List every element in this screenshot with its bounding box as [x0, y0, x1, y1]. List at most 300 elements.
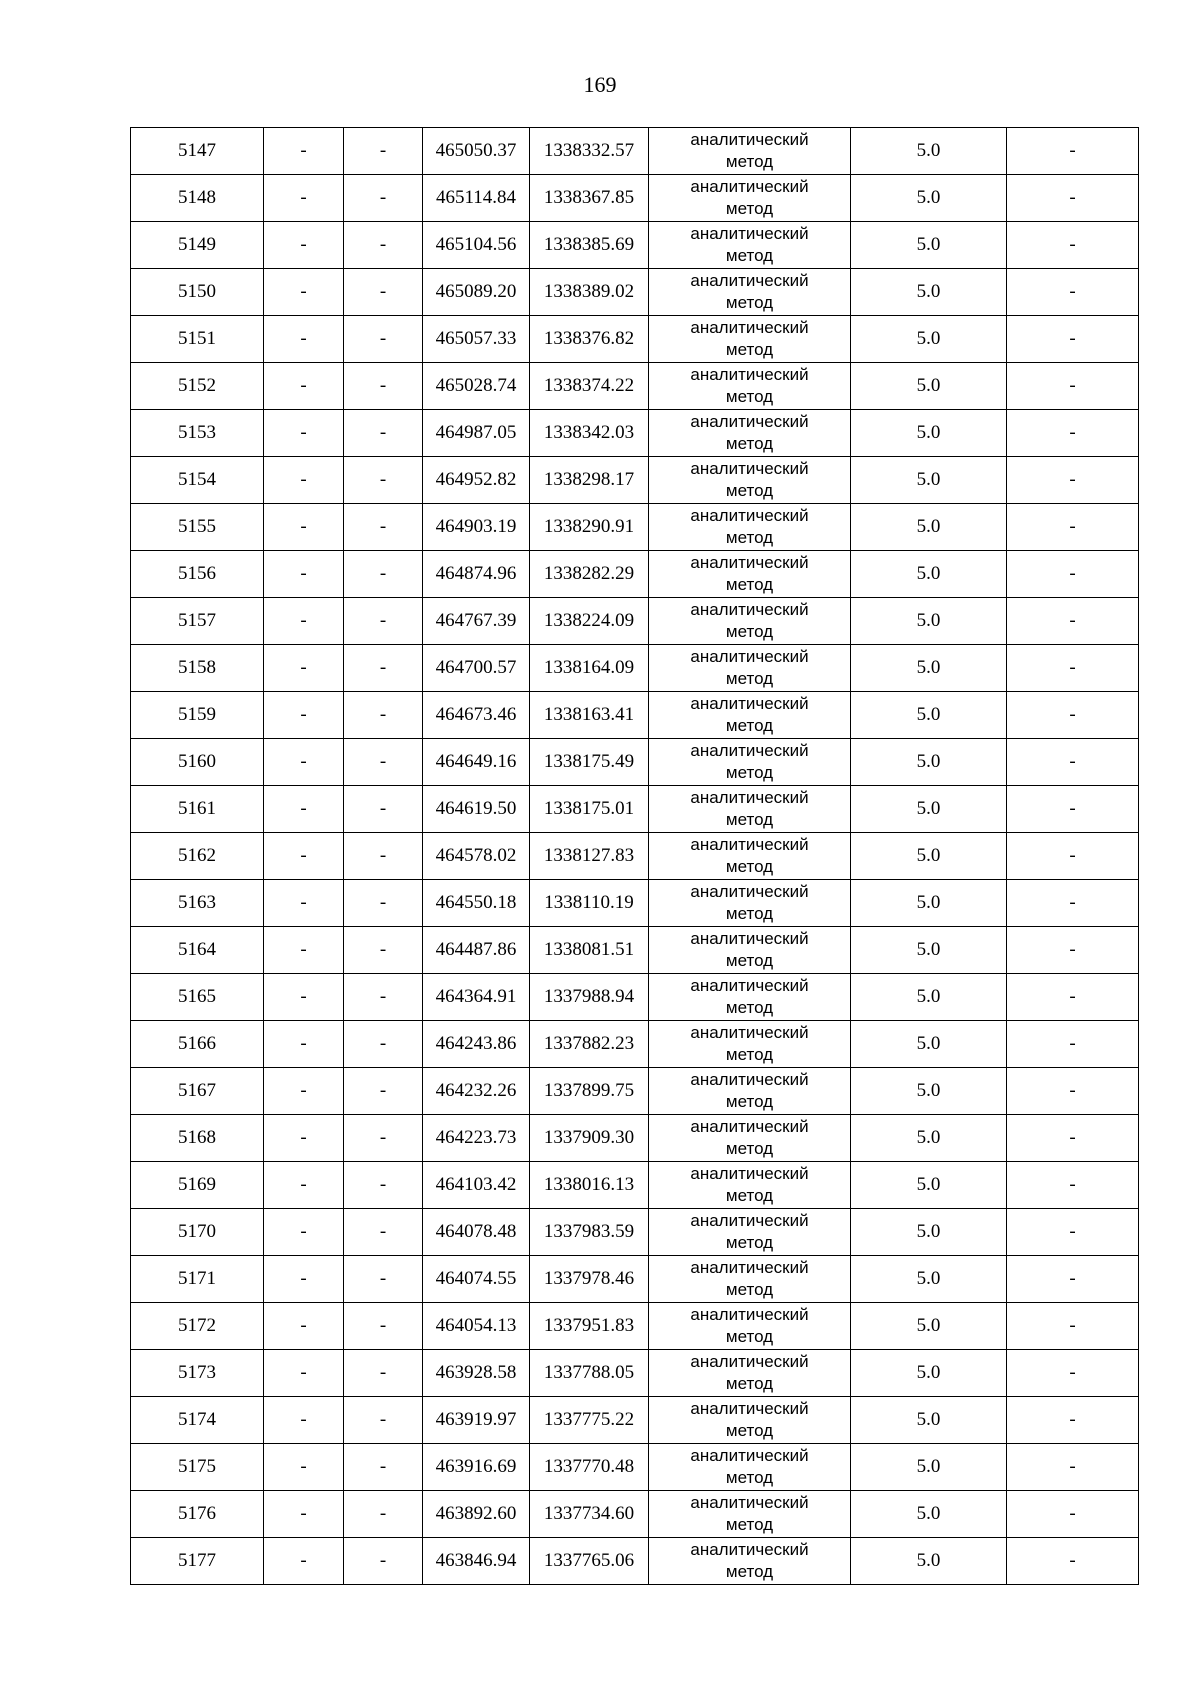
y-coordinate-cell: 1338110.19 [530, 880, 649, 927]
point-number-cell: 5166 [131, 1021, 264, 1068]
point-number-cell: 5151 [131, 316, 264, 363]
y-coordinate-cell: 1338081.51 [530, 927, 649, 974]
accuracy-cell: 5.0 [851, 786, 1007, 833]
table-row [131, 786, 1139, 833]
point-number-cell: 5157 [131, 598, 264, 645]
empty-column-2-cell: - [344, 457, 423, 504]
y-coordinate-cell: 1337978.46 [530, 1256, 649, 1303]
accuracy-cell: 5.0 [851, 551, 1007, 598]
table-row [131, 974, 1139, 1021]
empty-column-2-cell: - [344, 1256, 423, 1303]
empty-column-1-cell: - [264, 1256, 344, 1303]
method-line: метод [725, 1139, 774, 1158]
empty-column-2-cell: - [344, 645, 423, 692]
x-coordinate-cell: 465114.84 [423, 175, 530, 222]
note-cell: - [1007, 645, 1139, 692]
y-coordinate-cell: 1338367.85 [530, 175, 649, 222]
point-number-cell: 5153 [131, 410, 264, 457]
accuracy-cell: 5.0 [851, 1209, 1007, 1256]
accuracy-cell: 5.0 [851, 1350, 1007, 1397]
empty-column-2-cell: - [344, 598, 423, 645]
method-line: метод [725, 810, 774, 829]
method-line: метод [725, 998, 774, 1017]
note-cell: - [1007, 974, 1139, 1021]
table-body [131, 128, 1139, 1585]
method-line: аналитический [690, 694, 809, 713]
x-coordinate-cell: 464364.91 [423, 974, 530, 1021]
method-line: метод [725, 434, 774, 453]
method-line: метод [725, 1515, 774, 1534]
y-coordinate-cell: 1337770.48 [530, 1444, 649, 1491]
empty-column-1-cell: - [264, 1115, 344, 1162]
method-cell [649, 410, 851, 457]
empty-column-2-cell: - [344, 269, 423, 316]
accuracy-cell: 5.0 [851, 1491, 1007, 1538]
method-cell [649, 598, 851, 645]
point-number-cell: 5174 [131, 1397, 264, 1444]
y-coordinate-cell: 1337765.06 [530, 1538, 649, 1585]
method-line: метод [725, 763, 774, 782]
empty-column-1-cell: - [264, 692, 344, 739]
point-number-cell: 5148 [131, 175, 264, 222]
accuracy-cell: 5.0 [851, 504, 1007, 551]
empty-column-1-cell: - [264, 645, 344, 692]
table-row [131, 1350, 1139, 1397]
note-cell: - [1007, 1350, 1139, 1397]
y-coordinate-cell: 1337988.94 [530, 974, 649, 1021]
accuracy-cell: 5.0 [851, 1538, 1007, 1585]
empty-column-2-cell: - [344, 692, 423, 739]
empty-column-1-cell: - [264, 1021, 344, 1068]
method-line: аналитический [690, 835, 809, 854]
method-line: аналитический [690, 318, 809, 337]
note-cell: - [1007, 880, 1139, 927]
table-row [131, 692, 1139, 739]
method-line: аналитический [690, 506, 809, 525]
method-cell [649, 1162, 851, 1209]
method-line: аналитический [690, 882, 809, 901]
empty-column-1-cell: - [264, 551, 344, 598]
x-coordinate-cell: 464103.42 [423, 1162, 530, 1209]
note-cell: - [1007, 1444, 1139, 1491]
method-line: аналитический [690, 177, 809, 196]
empty-column-2-cell: - [344, 786, 423, 833]
note-cell: - [1007, 598, 1139, 645]
table-row [131, 222, 1139, 269]
table-row [131, 410, 1139, 457]
method-cell [649, 1115, 851, 1162]
point-number-cell: 5164 [131, 927, 264, 974]
table-row [131, 645, 1139, 692]
note-cell: - [1007, 833, 1139, 880]
table-row [131, 1256, 1139, 1303]
accuracy-cell: 5.0 [851, 128, 1007, 175]
accuracy-cell: 5.0 [851, 363, 1007, 410]
table-row [131, 551, 1139, 598]
point-number-cell: 5176 [131, 1491, 264, 1538]
x-coordinate-cell: 464078.48 [423, 1209, 530, 1256]
method-line: метод [725, 528, 774, 547]
accuracy-cell: 5.0 [851, 927, 1007, 974]
empty-column-1-cell: - [264, 880, 344, 927]
x-coordinate-cell: 465028.74 [423, 363, 530, 410]
empty-column-2-cell: - [344, 1162, 423, 1209]
table-row [131, 927, 1139, 974]
empty-column-2-cell: - [344, 739, 423, 786]
accuracy-cell: 5.0 [851, 1397, 1007, 1444]
empty-column-2-cell: - [344, 222, 423, 269]
x-coordinate-cell: 463916.69 [423, 1444, 530, 1491]
accuracy-cell: 5.0 [851, 1256, 1007, 1303]
method-cell [649, 1444, 851, 1491]
method-line: аналитический [690, 1164, 809, 1183]
empty-column-1-cell: - [264, 1209, 344, 1256]
x-coordinate-cell: 464054.13 [423, 1303, 530, 1350]
note-cell: - [1007, 457, 1139, 504]
table-row [131, 833, 1139, 880]
method-cell [649, 1538, 851, 1585]
method-line: метод [725, 669, 774, 688]
note-cell: - [1007, 1303, 1139, 1350]
method-line: метод [725, 1327, 774, 1346]
empty-column-2-cell: - [344, 1397, 423, 1444]
point-number-cell: 5160 [131, 739, 264, 786]
method-line: аналитический [690, 600, 809, 619]
empty-column-1-cell: - [264, 1397, 344, 1444]
accuracy-cell: 5.0 [851, 1444, 1007, 1491]
point-number-cell: 5171 [131, 1256, 264, 1303]
empty-column-2-cell: - [344, 1444, 423, 1491]
table-row [131, 598, 1139, 645]
y-coordinate-cell: 1337951.83 [530, 1303, 649, 1350]
method-line: аналитический [690, 788, 809, 807]
accuracy-cell: 5.0 [851, 1068, 1007, 1115]
method-line: метод [725, 293, 774, 312]
note-cell: - [1007, 692, 1139, 739]
method-line: метод [725, 1280, 774, 1299]
note-cell: - [1007, 504, 1139, 551]
method-line: метод [725, 387, 774, 406]
method-line: аналитический [690, 647, 809, 666]
method-line: метод [725, 951, 774, 970]
y-coordinate-cell: 1338127.83 [530, 833, 649, 880]
empty-column-2-cell: - [344, 974, 423, 1021]
table-row [131, 739, 1139, 786]
method-line: аналитический [690, 271, 809, 290]
method-cell [649, 316, 851, 363]
accuracy-cell: 5.0 [851, 457, 1007, 504]
accuracy-cell: 5.0 [851, 316, 1007, 363]
method-line: метод [725, 1562, 774, 1581]
y-coordinate-cell: 1338163.41 [530, 692, 649, 739]
method-line: аналитический [690, 412, 809, 431]
method-line: метод [725, 622, 774, 641]
point-number-cell: 5169 [131, 1162, 264, 1209]
method-line: метод [725, 857, 774, 876]
table-row [131, 1444, 1139, 1491]
empty-column-1-cell: - [264, 1538, 344, 1585]
x-coordinate-cell: 464619.50 [423, 786, 530, 833]
empty-column-2-cell: - [344, 551, 423, 598]
table-row [131, 880, 1139, 927]
note-cell: - [1007, 222, 1139, 269]
point-number-cell: 5170 [131, 1209, 264, 1256]
method-cell [649, 269, 851, 316]
empty-column-2-cell: - [344, 316, 423, 363]
accuracy-cell: 5.0 [851, 692, 1007, 739]
empty-column-2-cell: - [344, 1021, 423, 1068]
empty-column-2-cell: - [344, 363, 423, 410]
note-cell: - [1007, 410, 1139, 457]
y-coordinate-cell: 1337983.59 [530, 1209, 649, 1256]
x-coordinate-cell: 464649.16 [423, 739, 530, 786]
note-cell: - [1007, 1021, 1139, 1068]
x-coordinate-cell: 464487.86 [423, 927, 530, 974]
y-coordinate-cell: 1338016.13 [530, 1162, 649, 1209]
table-row [131, 1115, 1139, 1162]
empty-column-2-cell: - [344, 504, 423, 551]
empty-column-1-cell: - [264, 363, 344, 410]
method-line: аналитический [690, 1258, 809, 1277]
table-row [131, 1021, 1139, 1068]
method-cell [649, 1021, 851, 1068]
method-line: метод [725, 1186, 774, 1205]
method-line: метод [725, 152, 774, 171]
empty-column-1-cell: - [264, 175, 344, 222]
empty-column-1-cell: - [264, 410, 344, 457]
method-line: метод [725, 575, 774, 594]
accuracy-cell: 5.0 [851, 1303, 1007, 1350]
note-cell: - [1007, 1115, 1139, 1162]
table-row [131, 175, 1139, 222]
method-cell [649, 927, 851, 974]
empty-column-2-cell: - [344, 833, 423, 880]
x-coordinate-cell: 465089.20 [423, 269, 530, 316]
empty-column-2-cell: - [344, 1538, 423, 1585]
empty-column-1-cell: - [264, 269, 344, 316]
y-coordinate-cell: 1338175.01 [530, 786, 649, 833]
empty-column-1-cell: - [264, 1491, 344, 1538]
point-number-cell: 5156 [131, 551, 264, 598]
point-number-cell: 5168 [131, 1115, 264, 1162]
method-line: аналитический [690, 1446, 809, 1465]
accuracy-cell: 5.0 [851, 880, 1007, 927]
point-number-cell: 5162 [131, 833, 264, 880]
x-coordinate-cell: 464767.39 [423, 598, 530, 645]
y-coordinate-cell: 1337882.23 [530, 1021, 649, 1068]
x-coordinate-cell: 464874.96 [423, 551, 530, 598]
accuracy-cell: 5.0 [851, 1162, 1007, 1209]
point-number-cell: 5161 [131, 786, 264, 833]
method-cell [649, 833, 851, 880]
empty-column-1-cell: - [264, 128, 344, 175]
y-coordinate-cell: 1338164.09 [530, 645, 649, 692]
method-cell [649, 457, 851, 504]
method-line: аналитический [690, 365, 809, 384]
empty-column-1-cell: - [264, 222, 344, 269]
empty-column-1-cell: - [264, 833, 344, 880]
table-row [131, 1303, 1139, 1350]
method-line: метод [725, 340, 774, 359]
method-line: аналитический [690, 1211, 809, 1230]
x-coordinate-cell: 464987.05 [423, 410, 530, 457]
empty-column-1-cell: - [264, 1303, 344, 1350]
x-coordinate-cell: 465057.33 [423, 316, 530, 363]
method-cell [649, 363, 851, 410]
method-line: аналитический [690, 741, 809, 760]
note-cell: - [1007, 551, 1139, 598]
empty-column-1-cell: - [264, 786, 344, 833]
empty-column-1-cell: - [264, 927, 344, 974]
method-cell [649, 1068, 851, 1115]
point-number-cell: 5167 [131, 1068, 264, 1115]
method-line: метод [725, 1374, 774, 1393]
empty-column-1-cell: - [264, 1068, 344, 1115]
point-number-cell: 5172 [131, 1303, 264, 1350]
point-number-cell: 5175 [131, 1444, 264, 1491]
y-coordinate-cell: 1338332.57 [530, 128, 649, 175]
method-line: метод [725, 1233, 774, 1252]
method-line: аналитический [690, 1352, 809, 1371]
point-number-cell: 5149 [131, 222, 264, 269]
empty-column-1-cell: - [264, 457, 344, 504]
method-line: метод [725, 716, 774, 735]
y-coordinate-cell: 1338376.82 [530, 316, 649, 363]
point-number-cell: 5150 [131, 269, 264, 316]
table-row [131, 457, 1139, 504]
point-number-cell: 5177 [131, 1538, 264, 1585]
x-coordinate-cell: 464578.02 [423, 833, 530, 880]
method-cell [649, 128, 851, 175]
table-row [131, 504, 1139, 551]
empty-column-2-cell: - [344, 128, 423, 175]
method-line: аналитический [690, 929, 809, 948]
accuracy-cell: 5.0 [851, 739, 1007, 786]
method-line: аналитический [690, 1117, 809, 1136]
point-number-cell: 5165 [131, 974, 264, 1021]
method-line: аналитический [690, 130, 809, 149]
note-cell: - [1007, 1256, 1139, 1303]
note-cell: - [1007, 269, 1139, 316]
note-cell: - [1007, 1162, 1139, 1209]
method-line: метод [725, 1045, 774, 1064]
y-coordinate-cell: 1338298.17 [530, 457, 649, 504]
y-coordinate-cell: 1338374.22 [530, 363, 649, 410]
x-coordinate-cell: 464243.86 [423, 1021, 530, 1068]
x-coordinate-cell: 464232.26 [423, 1068, 530, 1115]
x-coordinate-cell: 464673.46 [423, 692, 530, 739]
page-number: 169 [583, 72, 617, 97]
method-line: аналитический [690, 459, 809, 478]
note-cell: - [1007, 927, 1139, 974]
accuracy-cell: 5.0 [851, 833, 1007, 880]
empty-column-1-cell: - [264, 1444, 344, 1491]
empty-column-2-cell: - [344, 1209, 423, 1256]
empty-column-1-cell: - [264, 974, 344, 1021]
note-cell: - [1007, 1068, 1139, 1115]
empty-column-1-cell: - [264, 1162, 344, 1209]
method-cell [649, 692, 851, 739]
point-number-cell: 5154 [131, 457, 264, 504]
table-row [131, 269, 1139, 316]
empty-column-2-cell: - [344, 1068, 423, 1115]
method-line: аналитический [690, 1305, 809, 1324]
empty-column-2-cell: - [344, 1491, 423, 1538]
table-row [131, 1397, 1139, 1444]
method-cell [649, 880, 851, 927]
note-cell: - [1007, 786, 1139, 833]
table-row [131, 316, 1139, 363]
method-line: метод [725, 904, 774, 923]
method-line: метод [725, 246, 774, 265]
method-cell [649, 974, 851, 1021]
y-coordinate-cell: 1337899.75 [530, 1068, 649, 1115]
x-coordinate-cell: 464550.18 [423, 880, 530, 927]
empty-column-2-cell: - [344, 175, 423, 222]
method-line: метод [725, 199, 774, 218]
x-coordinate-cell: 463928.58 [423, 1350, 530, 1397]
method-cell [649, 1397, 851, 1444]
table-row [131, 1538, 1139, 1585]
y-coordinate-cell: 1337775.22 [530, 1397, 649, 1444]
method-line: аналитический [690, 1493, 809, 1512]
empty-column-2-cell: - [344, 927, 423, 974]
accuracy-cell: 5.0 [851, 410, 1007, 457]
accuracy-cell: 5.0 [851, 645, 1007, 692]
y-coordinate-cell: 1338385.69 [530, 222, 649, 269]
x-coordinate-cell: 465050.37 [423, 128, 530, 175]
method-cell [649, 551, 851, 598]
point-number-cell: 5173 [131, 1350, 264, 1397]
accuracy-cell: 5.0 [851, 974, 1007, 1021]
y-coordinate-cell: 1338175.49 [530, 739, 649, 786]
method-line: аналитический [690, 553, 809, 572]
method-line: метод [725, 1092, 774, 1111]
note-cell: - [1007, 1538, 1139, 1585]
y-coordinate-cell: 1337788.05 [530, 1350, 649, 1397]
y-coordinate-cell: 1338389.02 [530, 269, 649, 316]
point-number-cell: 5147 [131, 128, 264, 175]
method-line: метод [725, 1468, 774, 1487]
x-coordinate-cell: 463892.60 [423, 1491, 530, 1538]
x-coordinate-cell: 463846.94 [423, 1538, 530, 1585]
accuracy-cell: 5.0 [851, 269, 1007, 316]
accuracy-cell: 5.0 [851, 222, 1007, 269]
empty-column-2-cell: - [344, 1115, 423, 1162]
point-number-cell: 5159 [131, 692, 264, 739]
point-number-cell: 5152 [131, 363, 264, 410]
point-number-cell: 5163 [131, 880, 264, 927]
note-cell: - [1007, 128, 1139, 175]
method-line: аналитический [690, 1023, 809, 1042]
coordinates-table [130, 127, 1139, 1585]
method-cell [649, 645, 851, 692]
empty-column-1-cell: - [264, 316, 344, 363]
method-cell [649, 1209, 851, 1256]
method-line: метод [725, 481, 774, 500]
empty-column-1-cell: - [264, 504, 344, 551]
method-line: аналитический [690, 1070, 809, 1089]
x-coordinate-cell: 464952.82 [423, 457, 530, 504]
empty-column-1-cell: - [264, 598, 344, 645]
method-cell [649, 1491, 851, 1538]
table-row [131, 1162, 1139, 1209]
table-row [131, 363, 1139, 410]
note-cell: - [1007, 1491, 1139, 1538]
note-cell: - [1007, 1397, 1139, 1444]
empty-column-2-cell: - [344, 1303, 423, 1350]
point-number-cell: 5158 [131, 645, 264, 692]
